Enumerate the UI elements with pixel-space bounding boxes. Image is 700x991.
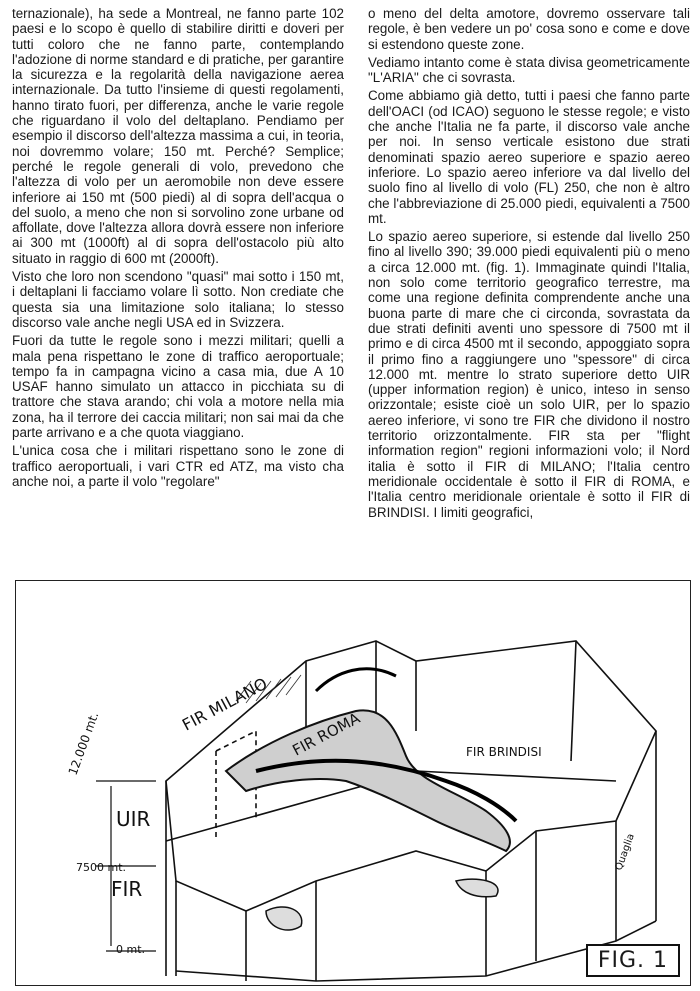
airspace-figure [15, 580, 691, 986]
paragraph: Vediamo intanto come è stata divisa geometricamente "L'ARIA" che ci sovrasta. [368, 54, 690, 86]
paragraph: L'unica cosa che i militari rispettano sono le zone di traffico aeroportuali, i vari CTR ed ATZ, ma visto cha anche noi, a parte il volo "regolare" [12, 443, 344, 489]
paragraph: Fuori da tutte le regole sono i mezzi militari; quelli a mala pena rispettano le zone di traffico aeroportuale; tempo fa in campagna vicino a casa mia, due A 10 USAF hanno simulato un attacco in picchiata su di trattore che stava arando; chi vola a motore nella mia zona, ha il terrore dei caccia militari; non sai mai da che parte arrivano e a che quota viaggiano. [12, 333, 344, 441]
sardinia-shape [266, 907, 302, 930]
text-column-right [368, 6, 690, 520]
fir-brindisi-label: FIR BRINDISI [466, 745, 542, 759]
paragraph: ternazionale), ha sede a Montreal, ne fanno parte 102 paesi e lo scopo è quello di stabilire diritti e doveri per tutti coloro che ne fanno parte, contemplando l'adozione di norme standard e di pratiche, per garantire la sicurezza e la regolarità della navigazione aerea internazionale. Da tutto l'insieme di questi regolamenti, hanno tirato fuori, per differenza, anche le varie regole che riguardano il volo del deltaplano. Pendiamo per esempio il discorso dell'altezza massima a cui, in teoria, noi dovremmo volare; 150 mt. Perché? Semplice; perché le regole generali di volo, prevedono che l'altezza di volo per un aeromobile non deve essere inferiore ai 150 mt (500 piedi) al di sopra dell'acqua o del suolo, a meno che non si sorvolino zone urbane od affollate, dove l'altezza allora dovrà essere non inferiore ai 300 mt (1000ft) al di sopra dell'ostacolo più alto situato in raggio di 600 mt (2000ft). [12, 6, 344, 266]
sicily-shape [456, 879, 498, 897]
paragraph: Come abbiamo già detto, tutti i paesi che fanno parte dell'OACI (od ICAO) seguono le stesse regole; e visto che anche l'Italia ne fa parte, il discorso vale anche per noi. In senso verticale esistono due strati denominati spazio aereo superiore e spazio aereo inferiore. Lo spazio aereo inferiore va dal livello del suolo fino al livello di volo (FL) 250, che non è altro che l'abbreviazione di 25.000 piedi, equivalenti a 7500 mt. [368, 88, 690, 226]
text-column-left [12, 6, 344, 489]
italy-shape [226, 710, 510, 851]
paragraph: o meno del delta amotore, dovremo osservare tali regole, è ben vedere un po' cosa sono e come e dove si estendono queste zone. [368, 6, 690, 52]
paragraph: Lo spazio aereo superiore, si estende dal livello 250 fino al livello 390; 39.000 piedi equivalenti più o meno a circa 12.000 mt. (fig. 1). Immaginate quindi l'Italia, non solo come territorio geografico terrestre, ma come una regione definita comprendente anche una buona parte di mare che ci circonda, sovrastata da due strati definiti aventi uno spessore di 7500 mt il primo e di circa 4500 mt il secondo, appoggiato sopra il primo fino a raggiungere uno "spessore" di circa 12.000 mt. mentre lo strato superiore detto UIR (upper information region) è unico, inteso in senso orizzontale; esiste cioè un solo UIR, per lo spazio aereo inferiore, vi sono tre FIR che dividono il nostro territorio orizzontalmente. FIR sta per "flight information region" regioni informazioni volo; il Nord italia è sotto il FIR di MILANO; l'Italia centro meridionale occidentale è sotto il FIR di ROMA, e l'Italia centro meridionale orientale è sotto il FIR di BRINDISI. I limiti geografici, [368, 229, 690, 520]
paragraph: Visto che loro non scendono "quasi" mai sotto i 150 mt, i deltaplani li facciamo volare lì sotto. Non crediate che questa sia una limitazione solo italiana; lo stesso discorso vale anche negli USA ed in Svizzera. [12, 269, 344, 330]
altitude-label-12000: 12.000 mt. [65, 710, 102, 778]
altitude-label-7500: 7500 mt. [76, 861, 127, 874]
figure-caption: FIG. 1 [586, 944, 680, 977]
fir-label: FIR [111, 877, 143, 901]
fir-roma-label: FIR ROMA [289, 709, 363, 760]
uir-label: UIR [116, 807, 151, 831]
airspace-drawing [16, 581, 691, 986]
altitude-label-0: 0 mt. [116, 943, 146, 956]
fir-milano-label: FIR MILANO [178, 673, 271, 735]
signature: Quaglia [613, 832, 637, 873]
